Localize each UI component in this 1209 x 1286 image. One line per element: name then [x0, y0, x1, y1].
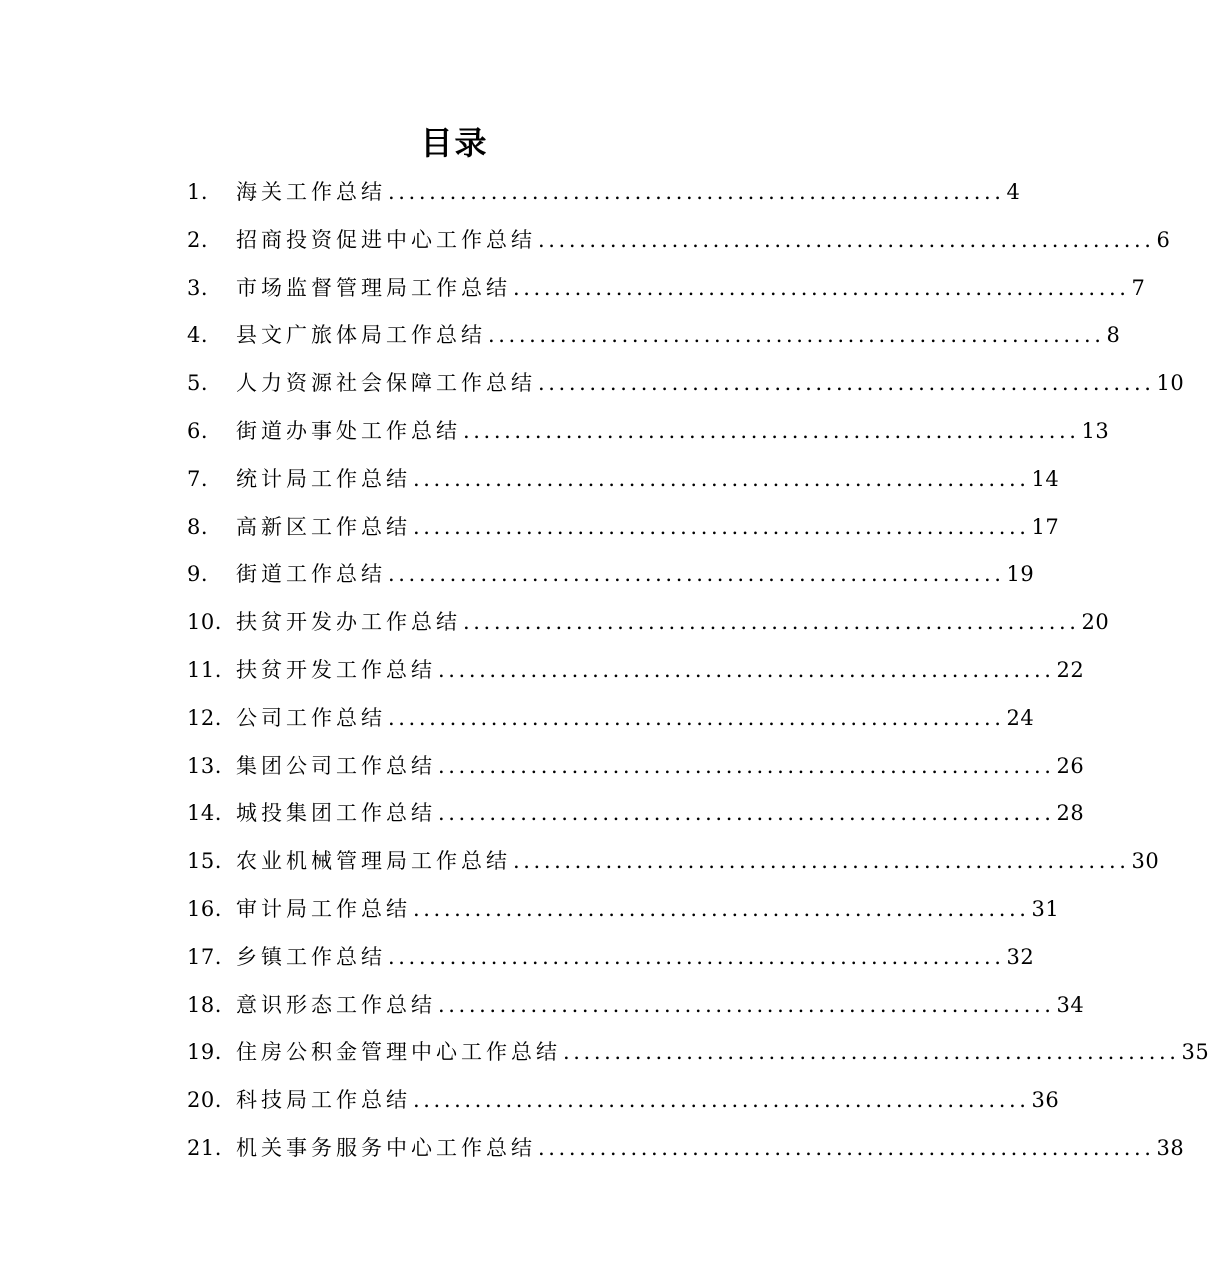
toc-entry-title: 县文广旅体局工作总结: [236, 323, 486, 348]
toc-entry-number: 4.: [187, 323, 209, 348]
toc-dot-leader: ............................................................: [413, 466, 1030, 491]
toc-entry-number: 20.: [187, 1088, 222, 1113]
toc-entry[interactable]: [187, 265, 1146, 313]
toc-entry-number: 3.: [187, 275, 209, 300]
toc-dot-leader: ............................................................: [388, 944, 1005, 969]
toc-entry-title: 人力资源社会保障工作总结: [236, 371, 536, 396]
toc-entry-number: 19.: [187, 1040, 222, 1065]
toc-entry-number: 9.: [187, 562, 209, 587]
toc-entry[interactable]: [187, 551, 1035, 599]
toc-entry-number: 13.: [187, 753, 222, 778]
toc-entry-number: 15.: [187, 849, 222, 874]
toc-entry-number: 7.: [187, 466, 209, 491]
toc-entry-page-number: 38: [1156, 1135, 1185, 1160]
toc-dot-leader: ............................................................: [413, 896, 1030, 921]
toc-entry[interactable]: [187, 838, 1160, 886]
toc-entry-page-number: 13: [1081, 418, 1110, 443]
toc-entry-number: 5.: [187, 371, 209, 396]
toc-entry[interactable]: [187, 360, 1185, 408]
toc-entry[interactable]: [187, 599, 1110, 647]
toc-entry-page-number: 31: [1031, 896, 1060, 921]
toc-entry-number: 2.: [187, 227, 209, 252]
toc-entry[interactable]: [187, 982, 1085, 1030]
toc-entry-title: 科技局工作总结: [236, 1088, 411, 1113]
toc-entry-page-number: 19: [1006, 562, 1035, 587]
toc-entry-page-number: 36: [1031, 1088, 1060, 1113]
toc-entry-title: 乡镇工作总结: [236, 944, 386, 969]
toc-entry[interactable]: [187, 169, 1021, 217]
toc-entry-title: 招商投资促进中心工作总结: [236, 227, 536, 252]
toc-entry-page-number: 20: [1081, 610, 1110, 635]
toc-entry[interactable]: [187, 647, 1085, 695]
toc-entry[interactable]: [187, 312, 1121, 360]
toc-entry-page-number: 6: [1156, 227, 1171, 252]
toc-entry-page-number: 8: [1106, 323, 1121, 348]
toc-dot-leader: ............................................................: [388, 562, 1005, 587]
toc-dot-leader: ............................................................: [463, 610, 1080, 635]
toc-entry-number: 18.: [187, 992, 222, 1017]
toc-entry-title: 城投集团工作总结: [236, 801, 436, 826]
toc-entry[interactable]: [187, 456, 1060, 504]
toc-dot-leader: ............................................................: [513, 849, 1130, 874]
toc-entry[interactable]: [187, 1125, 1185, 1173]
toc-entry-page-number: 17: [1031, 514, 1060, 539]
toc-entry[interactable]: [187, 504, 1060, 552]
toc-entry[interactable]: [187, 1029, 1209, 1077]
toc-entry-title: 高新区工作总结: [236, 514, 411, 539]
toc-title: 目录: [420, 124, 489, 162]
toc-entry-number: 1.: [187, 180, 209, 204]
toc-entry-page-number: 4: [1006, 180, 1021, 204]
toc-dot-leader: ............................................................: [538, 1135, 1155, 1160]
toc-entry[interactable]: [187, 743, 1085, 791]
toc-dot-leader: ............................................................: [488, 323, 1105, 348]
toc-entry-number: 10.: [187, 610, 222, 635]
toc-entry-number: 17.: [187, 944, 222, 969]
toc-dot-leader: ............................................................: [438, 657, 1055, 682]
toc-entry-title: 农业机械管理局工作总结: [236, 849, 511, 874]
toc-entry-page-number: 26: [1056, 753, 1085, 778]
toc-entry-title: 扶贫开发办工作总结: [236, 610, 461, 635]
toc-entry-title: 住房公积金管理中心工作总结: [236, 1040, 561, 1065]
toc-entry-page-number: 30: [1131, 849, 1160, 874]
toc-entry-page-number: 22: [1056, 657, 1085, 682]
toc-entry[interactable]: [187, 408, 1110, 456]
toc-dot-leader: ............................................................: [538, 371, 1155, 396]
toc-entry[interactable]: [187, 886, 1060, 934]
toc-entry-title: 意识形态工作总结: [236, 992, 436, 1017]
toc-entry-title: 街道工作总结: [236, 562, 386, 587]
toc-entry-page-number: 32: [1006, 944, 1035, 969]
toc-entry-title: 集团公司工作总结: [236, 753, 436, 778]
toc-entry[interactable]: [187, 934, 1035, 982]
toc-entry[interactable]: [187, 790, 1085, 838]
toc-entry-title: 统计局工作总结: [236, 466, 411, 491]
toc-dot-leader: ............................................................: [413, 514, 1030, 539]
toc-dot-leader: ............................................................: [563, 1040, 1180, 1065]
toc-entry-page-number: 7: [1131, 275, 1146, 300]
toc-list: [187, 169, 1209, 1173]
toc-dot-leader: ............................................................: [513, 275, 1130, 300]
toc-entry-title: 市场监督管理局工作总结: [236, 275, 511, 300]
toc-dot-leader: ............................................................: [438, 801, 1055, 826]
toc-entry-title: 审计局工作总结: [236, 896, 411, 921]
toc-dot-leader: ............................................................: [538, 227, 1155, 252]
toc-entry-number: 16.: [187, 896, 222, 921]
toc-entry-page-number: 10: [1156, 371, 1185, 396]
toc-dot-leader: ............................................................: [438, 753, 1055, 778]
toc-entry-number: 21.: [187, 1135, 222, 1160]
toc-entry-page-number: 24: [1006, 705, 1035, 730]
toc-entry[interactable]: [187, 217, 1171, 265]
toc-dot-leader: ............................................................: [463, 418, 1080, 443]
toc-entry-number: 6.: [187, 418, 209, 443]
toc-entry-number: 11.: [187, 657, 222, 682]
toc-entry-number: 8.: [187, 514, 209, 539]
toc-dot-leader: ............................................................: [388, 180, 1005, 204]
toc-dot-leader: ............................................................: [388, 705, 1005, 730]
toc-entry[interactable]: [187, 695, 1035, 743]
toc-entry-title: 公司工作总结: [236, 705, 386, 730]
toc-entry-page-number: 14: [1031, 466, 1060, 491]
toc-entry-page-number: 28: [1056, 801, 1085, 826]
toc-entry-title: 机关事务服务中心工作总结: [236, 1135, 536, 1160]
toc-entry-title: 街道办事处工作总结: [236, 418, 461, 443]
toc-entry-title: 海关工作总结: [236, 180, 386, 204]
toc-entry-page-number: 35: [1181, 1040, 1209, 1065]
toc-entry-number: 14.: [187, 801, 222, 826]
toc-dot-leader: ............................................................: [438, 992, 1055, 1017]
toc-entry[interactable]: [187, 1077, 1060, 1125]
toc-entry-page-number: 34: [1056, 992, 1085, 1017]
toc-entry-title: 扶贫开发工作总结: [236, 657, 436, 682]
toc-entry-number: 12.: [187, 705, 222, 730]
toc-dot-leader: ............................................................: [413, 1088, 1030, 1113]
